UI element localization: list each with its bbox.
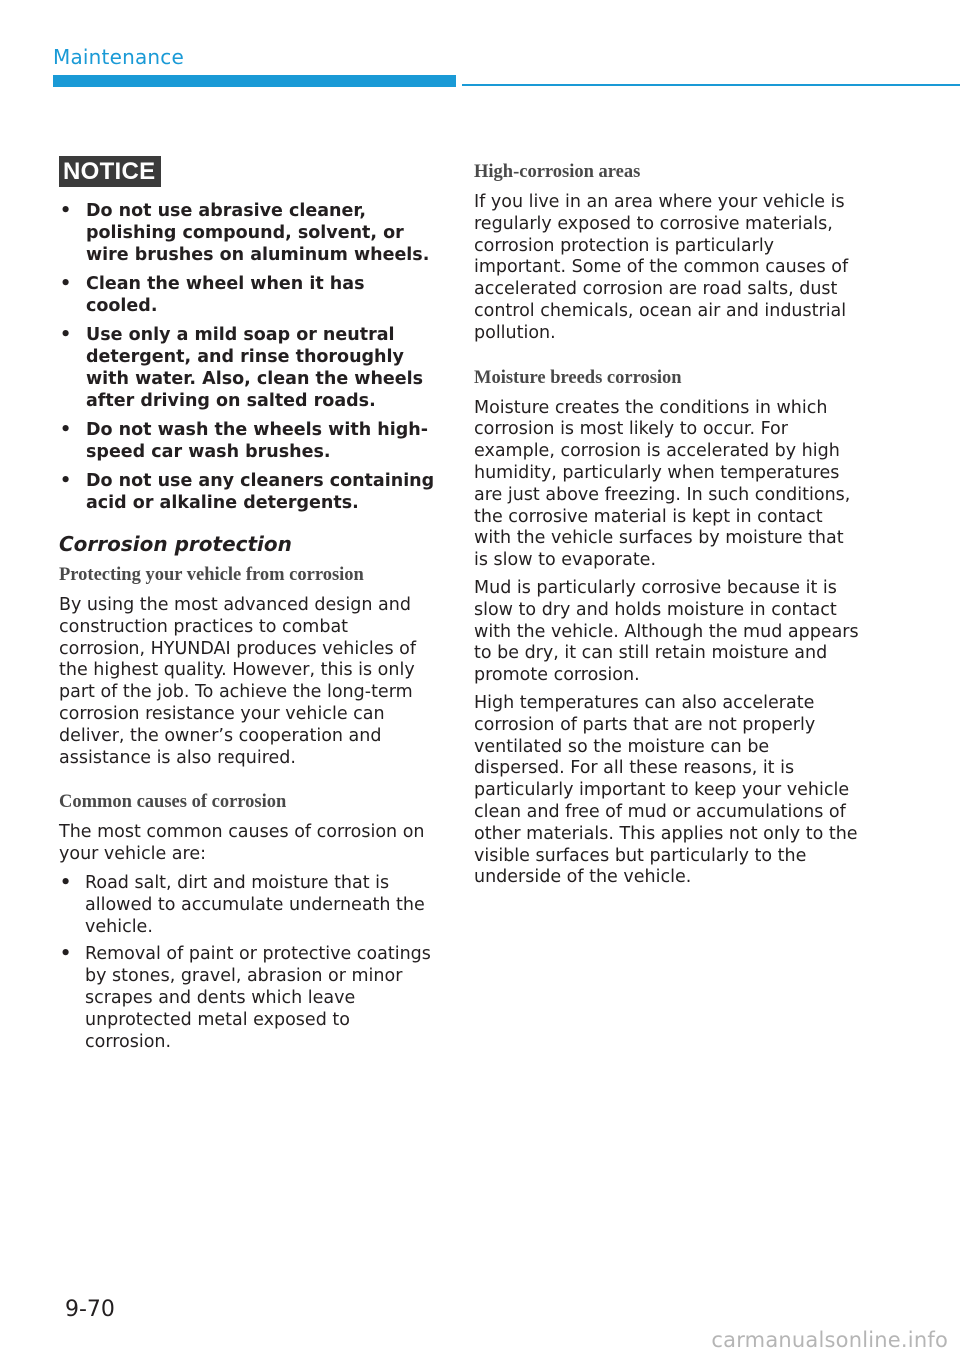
left-column [59,156,439,1059]
header-rule [462,84,960,86]
list-item: • Removal of paint or protective coatings by stones, gravel, abrasion or minor scrapes and dents which leave unprotected metal exposed to corrosion. [59,944,439,1053]
page-number: 9-70 [65,1297,115,1322]
section-title: Maintenance [53,45,184,69]
notice-item: • Do not wash the wheels with high-speed car wash brushes. [59,419,439,463]
moisture-paragraph: Moisture creates the conditions in which corrosion is most likely to occur. For example, corrosion is accelerated by high humidity, particularly when temperatures are just above freezing. In such conditions, the corrosive material is kept in contact with the vehicle surfaces by moisture that is slow to evaporate. [474,397,851,571]
notice-item: • Do not use abrasive cleaner, polishing compound, solvent, or wire brushes on aluminum wheels. [59,200,439,266]
moisture-paragraph: Mud is particularly corrosive because it is slow to dry and holds moisture in contact with the vehicle. Although the mud appears to be dry, it can still retain moisture and promote corrosion. [474,577,859,686]
notice-item: • Use only a mild soap or neutral detergent, and rinse thoroughly with water. Also, clean the wheels after driving on salted roads. [59,324,439,412]
corrosion-protection-heading: Corrosion protection [59,532,292,556]
protecting-heading: Protecting your vehicle from corrosion [59,565,364,585]
common-causes-list [59,873,439,1053]
high-corrosion-heading: High-corrosion areas [474,162,641,182]
notice-item: • Clean the wheel when it has cooled. [59,273,439,317]
list-item: • Road salt, dirt and moisture that is allowed to accumulate underneath the vehicle. [59,873,439,938]
notice-list [59,200,439,514]
moisture-paragraph: High temperatures can also accelerate corrosion of parts that are not properly ventilated so the moisture can be dispersed. For all these reasons, it is particularly important to keep your vehicle clean and free of mud or accumulations of other materials. This applies not only to the visible surfaces but particularly to the underside of the vehicle. [474,692,858,888]
notice-badge: NOTICE [59,156,161,187]
common-causes-intro: The most common causes of corrosion on your vehicle are: [59,822,425,865]
protecting-paragraph: By using the most advanced design and construction practices to combat corrosion, HYUNDAI produces vehicles of the highest quality. However, this is only part of the job. To achieve the long-term corrosion resistance your vehicle can deliver, the owner’s cooperation and assistance is also required. [59,595,417,768]
watermark: carmanualsonline.info [711,1328,948,1352]
common-causes-heading: Common causes of corrosion [59,792,287,813]
right-column [474,161,860,889]
notice-item: • Do not use any cleaners containing acid or alkaline detergents. [59,470,439,514]
high-corrosion-paragraph: If you live in an area where your vehicle is regularly exposed to corrosive materials, corrosion protection is particularly important. Some of the common causes of accelerated corrosion are road salts, dust control chemicals, ocean air and industrial pollution. [474,192,849,343]
moisture-heading: Moisture breeds corrosion [474,367,682,388]
header-bar [53,75,456,87]
